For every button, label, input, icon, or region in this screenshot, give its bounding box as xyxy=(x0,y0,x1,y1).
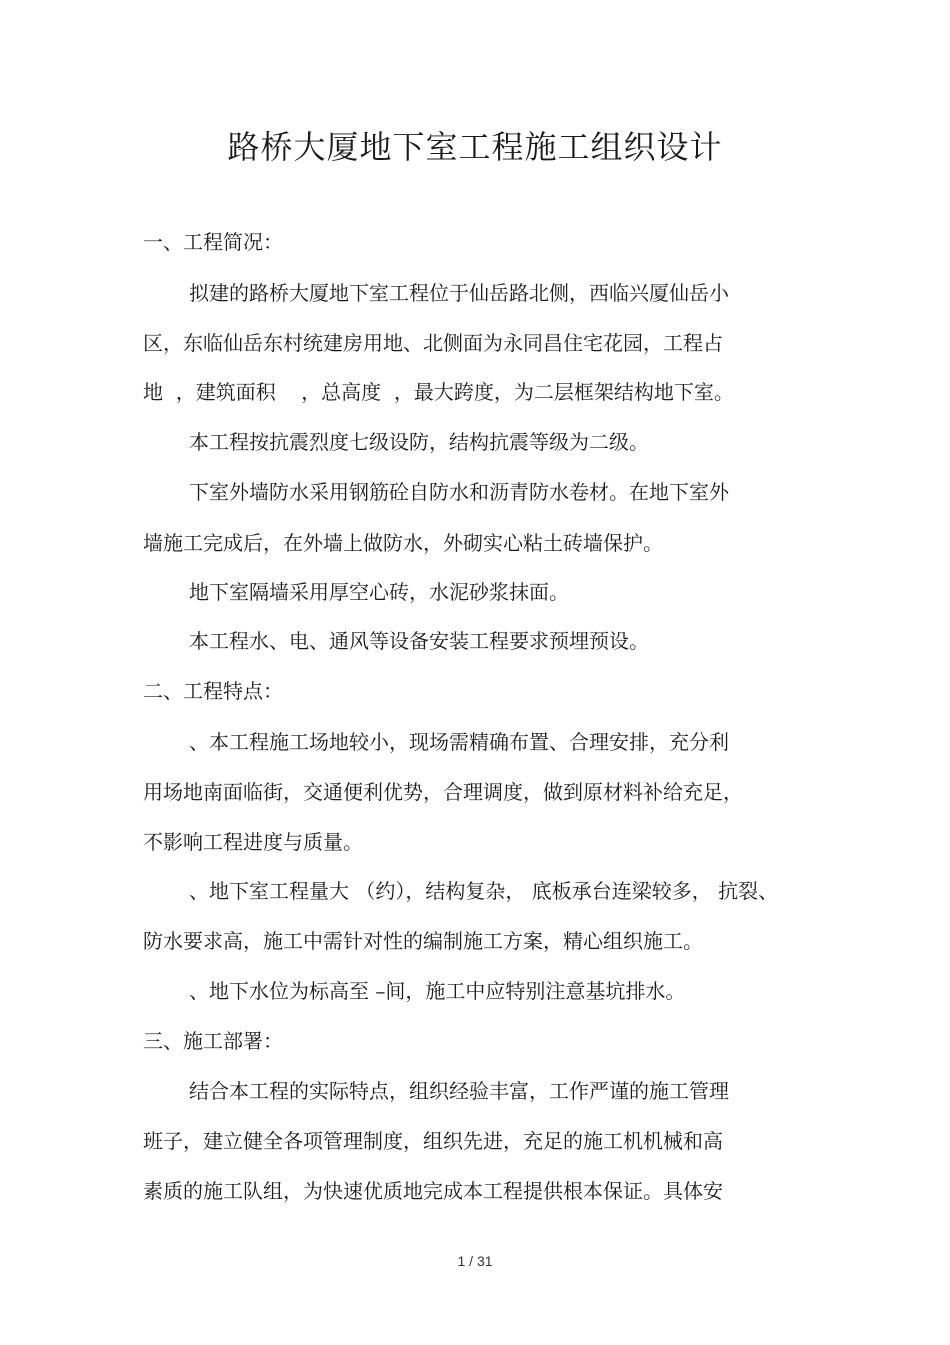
paragraph-line: 、地下水位为标高至 –间，施工中应特别注意基坑排水。 xyxy=(189,979,686,1003)
paragraph-line: 不影响工程进度与质量。 xyxy=(143,830,363,854)
paragraph-line: 拟建的路桥大厦地下室工程位于仙岳路北侧，西临兴厦仙岳小 xyxy=(189,281,729,305)
paragraph-line: 本工程按抗震烈度七级设防，结构抗震等级为二级。 xyxy=(189,430,649,454)
section-heading-overview: 一、工程简况： xyxy=(143,230,283,254)
paragraph-line: 班子，建立健全各项管理制度，组织先进，充足的施工机机械和高 xyxy=(143,1129,723,1153)
paragraph-line: 地下室隔墙采用厚空心砖，水泥砂浆抹面。 xyxy=(189,580,569,604)
paragraph-line: 下室外墙防水采用钢筋砼自防水和沥青防水卷材。在地下室外 xyxy=(189,480,729,504)
paragraph-line: 防水要求高，施工中需针对性的编制施工方案，精心组织施工。 xyxy=(143,929,703,953)
page-indicator: 1 / 31 xyxy=(457,1253,493,1269)
paragraph-line: 素质的施工队组，为快速优质地完成本工程提供根本保证。具体安 xyxy=(143,1179,723,1203)
paragraph-line: 本工程水、电、通风等设备安装工程要求预埋预设。 xyxy=(189,629,649,653)
document-title: 路桥大厦地下室工程施工组织设计 xyxy=(227,128,723,166)
section-heading-deployment: 三、施工部署： xyxy=(143,1029,283,1053)
paragraph-line: 墙施工完成后，在外墙上做防水，外砌实心粘土砖墙保护。 xyxy=(143,531,663,555)
paragraph-line: 地 ，建筑面积 ，总高度 ，最大跨度，为二层框架结构地下室。 xyxy=(143,380,734,404)
paragraph-line: 用场地南面临街，交通便利优势，合理调度，做到原材料补给充足， xyxy=(143,780,743,804)
paragraph-line: 、地下室工程量大 （约），结构复杂， 底板承台连梁较多， 抗裂、 xyxy=(189,879,779,903)
paragraph-line: 结合本工程的实际特点，组织经验丰富，工作严谨的施工管理 xyxy=(189,1079,729,1103)
paragraph-line: 、本工程施工场地较小，现场需精确布置、合理安排，充分利 xyxy=(189,730,729,754)
paragraph-line: 区，东临仙岳东村统建房用地、北侧面为永同昌住宅花园，工程占 xyxy=(143,331,723,355)
section-heading-features: 二、工程特点： xyxy=(143,679,283,703)
